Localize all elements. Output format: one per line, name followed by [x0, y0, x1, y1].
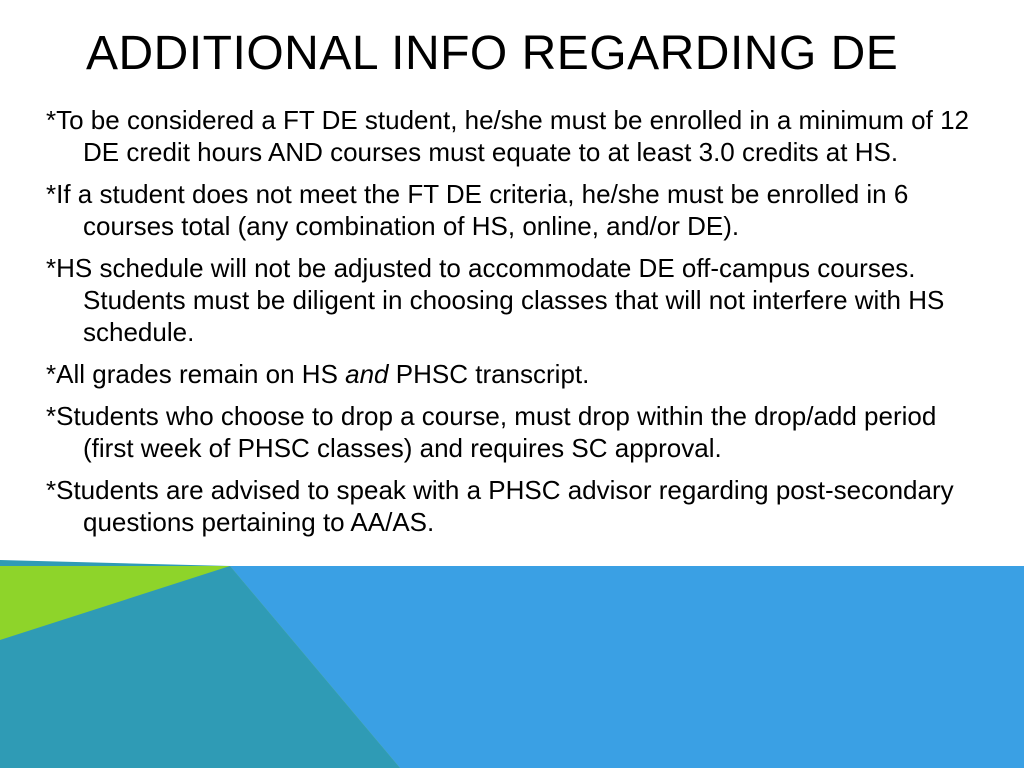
- bullet-emphasis: and: [345, 359, 389, 389]
- bullet-item: [46, 358, 986, 390]
- bullet-item: *Students who choose to drop a course, must drop within the drop/add period (first week of PHSC classes) and requires SC approval.: [46, 401, 937, 463]
- bullet-item: *If a student does not meet the FT DE criteria, he/she must be enrolled in 6 courses total (any combination of HS, online, and/or DE).: [46, 179, 909, 241]
- bullet-text: PHSC transcript.: [388, 359, 590, 389]
- bullet-list: [46, 104, 986, 548]
- bullet-text: *All grades remain on HS: [46, 359, 346, 389]
- bullet-item: *To be considered a FT DE student, he/she must be enrolled in a minimum of 12 DE credit hours AND courses must equate to at least 3.0 credits at HS.: [46, 105, 970, 167]
- bullet-item: *HS schedule will not be adjusted to accommodate DE off-campus courses. Students must be diligent in choosing classes that will not interfere with HS schedule.: [46, 253, 945, 347]
- bullet-item: *Students are advised to speak with a PHSC advisor regarding post-secondary questions pertaining to AA/AS.: [46, 475, 954, 537]
- slide-title: ADDITIONAL INFO REGARDING DE: [86, 27, 899, 80]
